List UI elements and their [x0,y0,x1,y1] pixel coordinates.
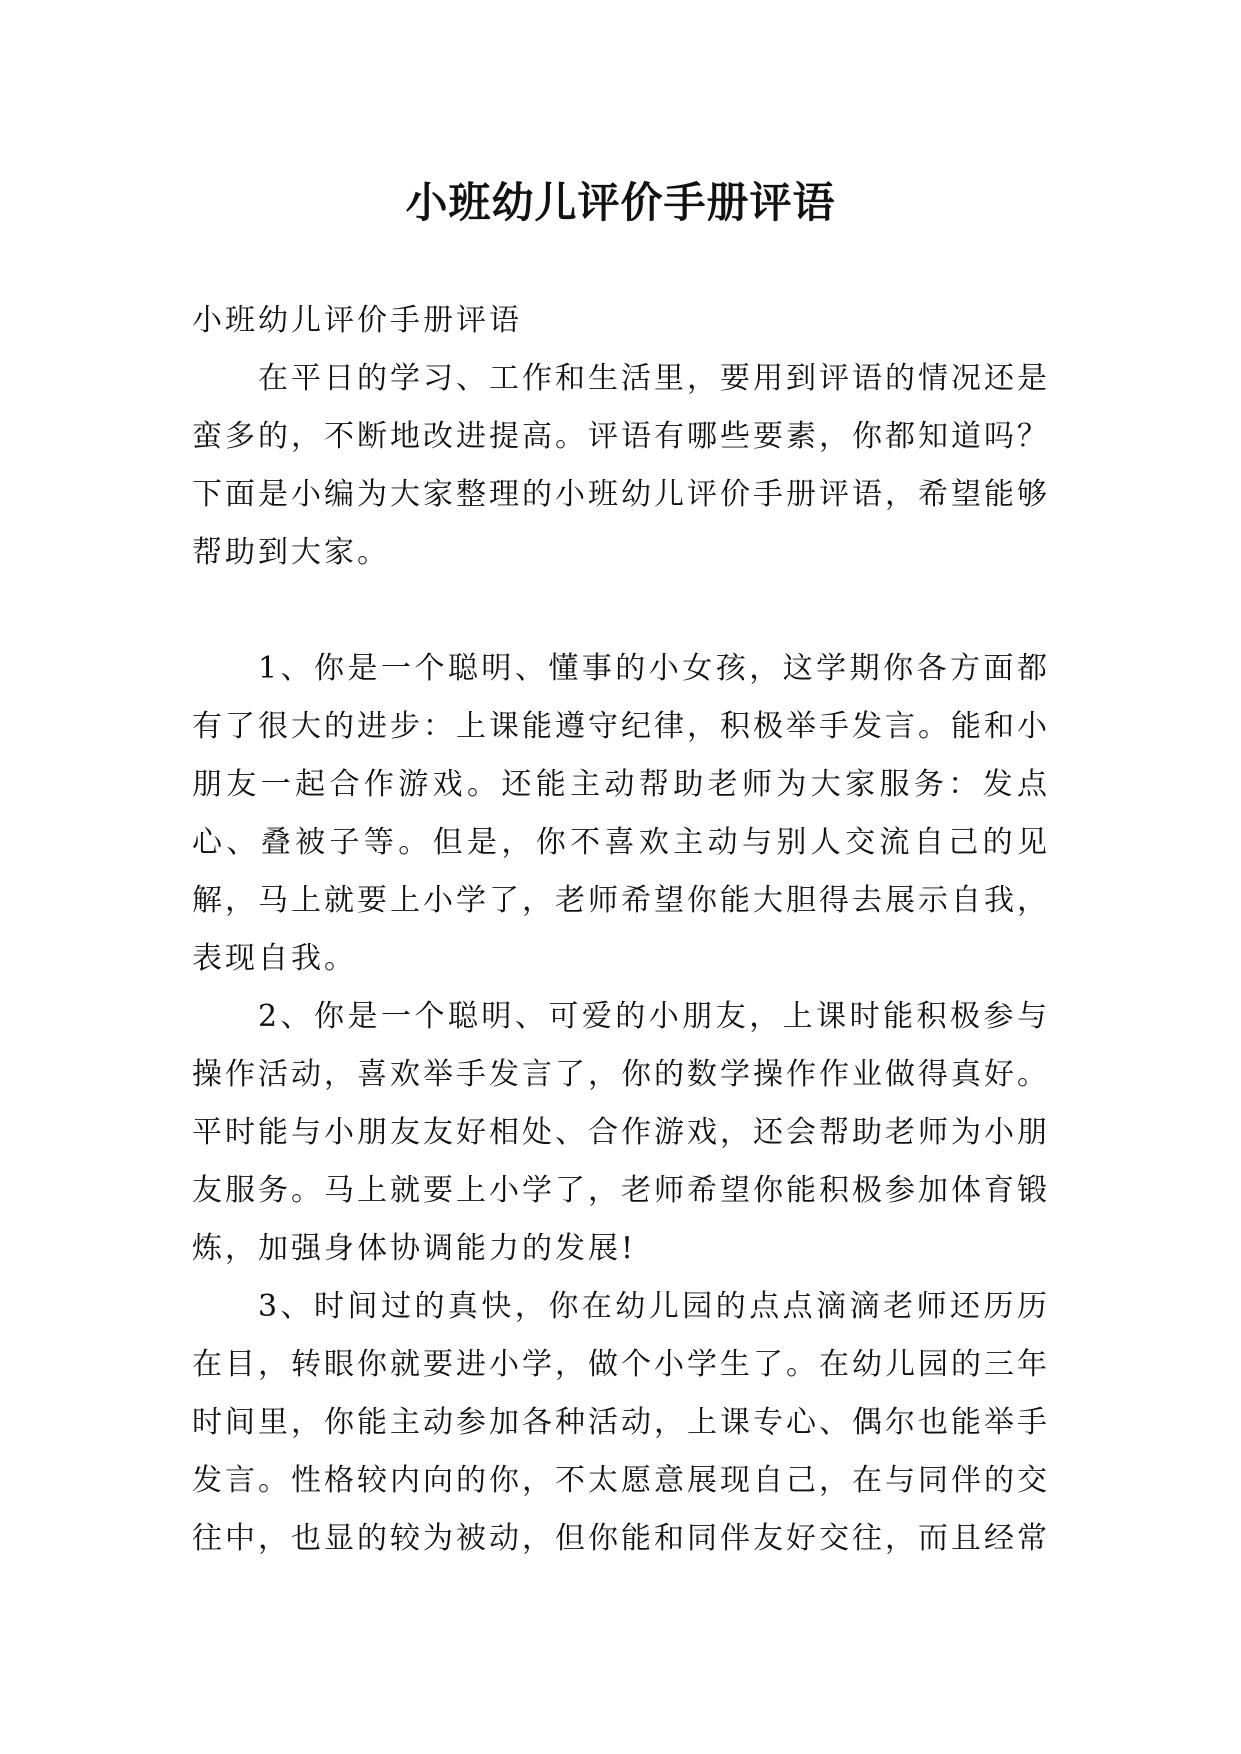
comment-paragraph-3: 3、时间过的真快，你在幼儿园的点点滴滴老师还历历在目，转眼你就要进小学，做个小学生了。在幼儿园的三年时间里，你能主动参加各种活动，上课专心、偶尔也能举手发言。性格较内向的你，不太愿意展现自己，在与同伴的交往中，也显的较为被动，但你能和同伴友好交往，而且经常 [192,1289,1050,1556]
document-body [192,292,1050,1568]
paragraph-spacer [192,582,1050,640]
document-title: 小班幼儿评价手册评语 [405,178,836,228]
intro-paragraph: 在平日的学习、工作和生活里，要用到评语的情况还是蛮多的，不断地改进提高。评语有哪些要素，你都知道吗？下面是小编为大家整理的小班幼儿评价手册评语，希望能够帮助到大家。 [192,361,1050,570]
comment-paragraph-1: 1、你是一个聪明、懂事的小女孩，这学期你各方面都有了很大的进步：上课能遵守纪律，积极举手发言。能和小朋友一起合作游戏。还能主动帮助老师为大家服务：发点心、叠被子等。但是，你不喜欢主动与别人交流自己的见解，马上就要上小学了，老师希望你能大胆得去展示自我，表现自我。 [192,651,1050,976]
comment-paragraph-2: 2、你是一个聪明、可爱的小朋友，上课时能积极参与操作活动，喜欢举手发言了，你的数学操作作业做得真好。平时能与小朋友友好相处、合作游戏，还会帮助老师为小朋友服务。马上就要上小学了，老师希望你能积极参加体育锻炼，加强身体协调能力的发展! [192,999,1050,1266]
document-subtitle: 小班幼儿评价手册评语 [192,303,522,338]
